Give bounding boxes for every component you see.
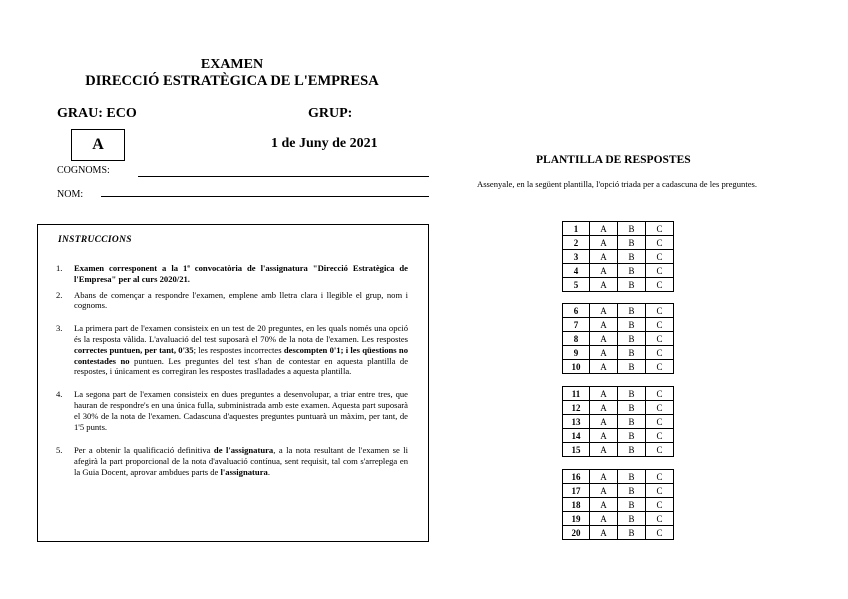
answer-option-a[interactable]: A (590, 498, 618, 512)
answer-option-c[interactable]: C (646, 443, 674, 457)
exam-date: 1 de Juny de 2021 (271, 136, 378, 151)
answer-option-a[interactable]: A (590, 346, 618, 360)
instruction-item (56, 289, 408, 312)
nom-label: NOM: (57, 189, 84, 200)
instruction-text: Per a obtenir la qualificació definitiva (74, 445, 214, 456)
instruction-item (56, 389, 408, 432)
answer-option-b[interactable]: B (618, 360, 646, 374)
instruction-item (56, 263, 408, 285)
answer-option-a[interactable]: A (590, 360, 618, 374)
answer-option-b[interactable]: B (618, 512, 646, 526)
answer-row (563, 264, 674, 278)
answer-row (563, 498, 674, 512)
answer-option-c[interactable]: C (646, 250, 674, 264)
instruction-text: . (267, 466, 270, 477)
instructions-box (37, 224, 429, 542)
question-number: 15 (563, 443, 590, 457)
answer-option-b[interactable]: B (618, 318, 646, 332)
instruction-number: 1. (56, 263, 63, 273)
course-title: DIRECCIÓ ESTRATÈGICA DE L'EMPRESA (85, 73, 379, 89)
question-number: 2 (563, 236, 590, 250)
grau-label: GRAU: ECO (57, 106, 137, 121)
answer-option-a[interactable]: A (590, 526, 618, 540)
question-number: 7 (563, 318, 590, 332)
instruction-item (56, 445, 408, 477)
answer-option-c[interactable]: C (646, 470, 674, 484)
answer-row (563, 470, 674, 484)
instructions-heading: INSTRUCCIONS (58, 235, 132, 245)
instruction-text: Abans de començar a respondre l'examen, emplene amb lletra clara i llegible el grup, nom i cognoms. (74, 289, 408, 311)
question-number: 8 (563, 332, 590, 346)
answer-sheet-title: PLANTILLA DE RESPOSTES (536, 154, 691, 166)
answer-option-c[interactable]: C (646, 512, 674, 526)
answer-option-b[interactable]: B (618, 304, 646, 318)
nom-field[interactable] (101, 196, 429, 197)
question-number: 10 (563, 360, 590, 374)
answer-row (563, 250, 674, 264)
exam-variant-box: A (71, 129, 125, 161)
instruction-number: 2. (56, 289, 63, 300)
answer-table (562, 386, 674, 457)
answer-row (563, 304, 674, 318)
question-number: 6 (563, 304, 590, 318)
answer-option-a[interactable]: A (590, 512, 618, 526)
instruction-item (56, 323, 409, 377)
answer-option-a[interactable]: A (590, 484, 618, 498)
answer-option-c[interactable]: C (646, 222, 674, 236)
answer-table (562, 469, 674, 540)
answer-option-c[interactable]: C (646, 484, 674, 498)
instruction-text: puntuen. Les preguntes del test s'han de contestar en aquesta plantilla de respostes, i únicament es corregiran les respostes traslladades a aquesta plantilla. (74, 355, 409, 377)
question-number: 19 (563, 512, 590, 526)
answer-option-b[interactable]: B (618, 470, 646, 484)
question-number: 13 (563, 415, 590, 429)
answer-row (563, 236, 674, 250)
answer-option-a[interactable]: A (590, 470, 618, 484)
answer-row (563, 512, 674, 526)
instruction-text-bold: descompten 0'1; i les qüestions no contestades no (74, 344, 408, 366)
question-number: 14 (563, 429, 590, 443)
instruction-text: Examen corresponent a la 1ª convocatòria de l'assignatura "Direcció Estratègica de l'Empresa" per al curs 2020/21. (74, 263, 408, 284)
instruction-text: La primera part de l'examen consisteix en un test de 20 preguntes, en les quals només una opció és la resposta vàlida. L'avaluació del test suposarà el 70% de la nota de l'examen. Les respostes (74, 323, 408, 344)
question-number: 9 (563, 346, 590, 360)
answer-option-b[interactable]: B (618, 236, 646, 250)
answer-row (563, 387, 674, 401)
instruction-text-bold: de l'assignatura (213, 445, 274, 456)
question-number: 3 (563, 250, 590, 264)
answer-option-b[interactable]: B (618, 250, 646, 264)
answer-option-a[interactable]: A (590, 236, 618, 250)
answer-option-a[interactable]: A (590, 264, 618, 278)
answer-option-b[interactable]: B (618, 346, 646, 360)
answer-option-c[interactable]: C (646, 360, 674, 374)
answer-option-b[interactable]: B (618, 498, 646, 512)
question-number: 20 (563, 526, 590, 540)
answer-option-b[interactable]: B (618, 526, 646, 540)
instructions-list (56, 263, 409, 478)
answer-option-b[interactable]: B (618, 264, 646, 278)
answer-option-c[interactable]: C (646, 498, 674, 512)
answer-option-c[interactable]: C (646, 236, 674, 250)
instruction-text: La segona part de l'examen consisteix en dues preguntes a desenvolupar, a triar entre tres, que hauran de respondre's en una única fulla, subministrada amb este examen. Aquesta part suposarà el 30% de la nota de l'examen. Cadascuna d'aquestes preguntes puntuarà un màxim, per tant, de 1'5 punts. (74, 389, 408, 432)
question-number: 11 (563, 387, 590, 401)
answer-option-b[interactable]: B (618, 401, 646, 415)
answer-option-c[interactable]: C (646, 346, 674, 360)
instruction-text-bold: correctes puntuen, per tant, 0'35 (74, 344, 194, 355)
question-number: 17 (563, 484, 590, 498)
answer-option-c[interactable]: C (646, 332, 674, 346)
answer-option-c[interactable]: C (646, 526, 674, 540)
grup-label: GRUP: (308, 106, 353, 121)
answer-option-a[interactable]: A (590, 318, 618, 332)
answer-option-c[interactable]: C (646, 415, 674, 429)
question-number: 18 (563, 498, 590, 512)
answer-option-b[interactable]: B (618, 415, 646, 429)
answer-row (563, 443, 674, 457)
cognoms-field[interactable] (138, 176, 429, 177)
answer-row (563, 278, 674, 292)
answer-option-c[interactable]: C (646, 264, 674, 278)
answer-option-a[interactable]: A (590, 250, 618, 264)
answer-row (563, 484, 674, 498)
answer-option-c[interactable]: C (646, 278, 674, 292)
question-number: 4 (563, 264, 590, 278)
answer-option-c[interactable]: C (646, 318, 674, 332)
answer-option-b[interactable]: B (618, 387, 646, 401)
answer-option-a[interactable]: A (590, 304, 618, 318)
instruction-number: 5. (56, 445, 63, 456)
answer-option-b[interactable]: B (618, 222, 646, 236)
answer-option-c[interactable]: C (646, 387, 674, 401)
instruction-number: 4. (56, 389, 63, 400)
instruction-number: 3. (56, 323, 63, 334)
question-number: 1 (563, 222, 590, 236)
answer-option-a[interactable]: A (590, 429, 618, 443)
instruction-text: ; les respostes incorrectes (193, 344, 284, 355)
answer-row (563, 526, 674, 540)
cognoms-label: COGNOMS: (57, 165, 110, 176)
answer-option-c[interactable]: C (646, 429, 674, 443)
answer-option-b[interactable]: B (618, 278, 646, 292)
answer-row (563, 429, 674, 443)
answer-table (562, 303, 674, 374)
question-number: 5 (563, 278, 590, 292)
exam-title: EXAMEN (200, 57, 264, 72)
answer-option-a[interactable]: A (590, 222, 618, 236)
answer-table (562, 221, 674, 292)
answer-option-b[interactable]: B (618, 429, 646, 443)
answer-option-c[interactable]: C (646, 401, 674, 415)
answer-row (563, 360, 674, 374)
answer-sheet-description: Assenyale, en la següent plantilla, l'opció triada per a cadascuna de les preguntes. (477, 179, 758, 189)
answer-option-a[interactable]: A (590, 278, 618, 292)
instruction-text: , a la nota resultant de l'examen se li afegirà la part proporcional de la nota d'avaluació contínua, sent requisit, tal com s'arreplega en la Guia Docent, aprovar ambdues parts de (74, 445, 408, 477)
answer-option-b[interactable]: B (618, 484, 646, 498)
answer-option-a[interactable]: A (590, 387, 618, 401)
question-number: 12 (563, 401, 590, 415)
answer-option-b[interactable]: B (618, 332, 646, 346)
answer-row (563, 318, 674, 332)
answer-option-c[interactable]: C (646, 304, 674, 318)
question-number: 16 (563, 470, 590, 484)
answer-row (563, 415, 674, 429)
answer-row (563, 401, 674, 415)
answer-option-a[interactable]: A (590, 443, 618, 457)
answer-row (563, 222, 674, 236)
instruction-text-bold: l'assignatura (220, 466, 268, 477)
answer-option-a[interactable]: A (590, 332, 618, 346)
answer-option-a[interactable]: A (590, 401, 618, 415)
answer-option-b[interactable]: B (618, 443, 646, 457)
answer-row (563, 346, 674, 360)
answer-row (563, 332, 674, 346)
answer-option-a[interactable]: A (590, 415, 618, 429)
